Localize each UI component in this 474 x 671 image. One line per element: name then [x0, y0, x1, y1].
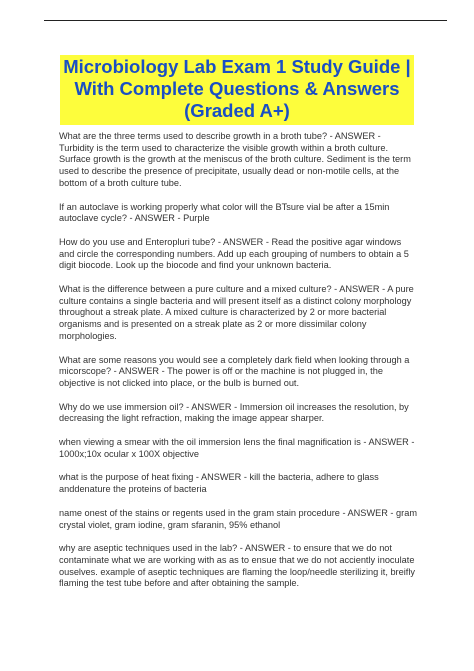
qa-item: [59, 437, 443, 460]
qa-text-line: decreasing the light refraction, making the image appear sharper.: [59, 413, 325, 424]
qa-text-line: organisms and is presented on a streak plate as 2 or more dissimilar colony: [59, 319, 367, 330]
qa-text-line: Surface growth is the growth at the meniscus of the broth culture. Sediment is the term: [59, 154, 411, 165]
qa-item: [59, 508, 443, 531]
qa-text-line: Turbidity is the term used to characterize the visible growth within a broth culture.: [59, 142, 389, 153]
qa-text-line: contaminate what we are working with as as to ensue that we do not acciently inoculate: [59, 554, 415, 565]
qa-text-line: How do you use and Enteropluri tube? - ANSWER - Read the positive agar windows: [59, 236, 402, 247]
top-divider: [44, 20, 447, 21]
qa-text-line: What is the difference between a pure culture and a mixed culture? - ANSWER - A pure: [59, 284, 414, 295]
qa-text-line: name onest of the stains or regents used in the gram stain procedure - ANSWER - gram: [59, 507, 417, 518]
qa-text-line: when viewing a smear with the oil immersion lens the final magnification is - ANSWER -: [59, 437, 415, 448]
qa-list: [59, 131, 443, 602]
title-line: (Graded A+): [184, 100, 290, 121]
qa-text-line: autoclave cycle? - ANSWER - Purple: [59, 213, 210, 224]
title-line: Microbiology Lab Exam 1 Study Guide |: [63, 56, 411, 77]
qa-text-line: objective is not clicked into place, or the bulb is burned out.: [59, 377, 300, 388]
qa-text-line: What are some reasons you would see a completely dark field when looking through a: [59, 354, 410, 365]
title-line: With Complete Questions & Answers: [74, 78, 400, 99]
qa-text-line: What are the three terms used to describe growth in a broth tube? - ANSWER -: [59, 131, 381, 141]
qa-item: [59, 131, 443, 190]
qa-text-line: If an autoclave is working properly what color will the BTsure vial be after a 15min: [59, 201, 390, 212]
qa-text-line: and circle the corresponding numbers. Add up each grouping of numbers to obtain a 5: [59, 248, 409, 259]
qa-text-line: morphologies.: [59, 330, 117, 341]
qa-text-line: bottom of a broth culture tube.: [59, 177, 182, 188]
qa-item: [59, 472, 443, 495]
document-title: [60, 55, 414, 125]
qa-item: [59, 543, 443, 590]
qa-text-line: what is the purpose of heat fixing - ANSWER - kill the bacteria, adhere to glass: [59, 472, 379, 483]
qa-item: [59, 284, 443, 343]
qa-text-line: throughout a streak plate. A mixed culture is characterized by 2 or more bacterial: [59, 307, 387, 318]
qa-text-line: Why do we use immersion oil? - ANSWER - Immersion oil increases the resolution, by: [59, 401, 409, 412]
qa-item: [59, 355, 443, 390]
qa-item: [59, 402, 443, 425]
qa-text-line: culture contains a single bacteria and will present itself as a distinct colony morphology: [59, 295, 412, 306]
qa-text-line: why are aseptic techniques used in the lab? - ANSWER - to ensure that we do not: [59, 543, 392, 554]
qa-text-line: digit biocode. Look up the biocode and find your unknown bacteria.: [59, 260, 332, 271]
qa-text-line: 1000x;10x ocular x 100X objective: [59, 448, 199, 459]
qa-text-line: anddenature the proteins of bacteria: [59, 484, 207, 495]
qa-text-line: ouselves. example of aseptic techniques are flaming the loop/needle sterilizing it, breifly: [59, 566, 415, 577]
qa-text-line: crystal violet, gram iodine, gram sfaranin, 95% ethanol: [59, 519, 281, 530]
qa-text-line: used to describe the presence of precipitate, usually dead or non-motile cells, at the: [59, 166, 400, 177]
qa-text-line: micorscope? - ANSWER - The power is off or the machine is not plugged in, the: [59, 366, 383, 377]
qa-item: [59, 237, 443, 272]
qa-text-line: flaming the test tube before and after obtaining the sample.: [59, 578, 300, 589]
qa-item: [59, 202, 443, 225]
